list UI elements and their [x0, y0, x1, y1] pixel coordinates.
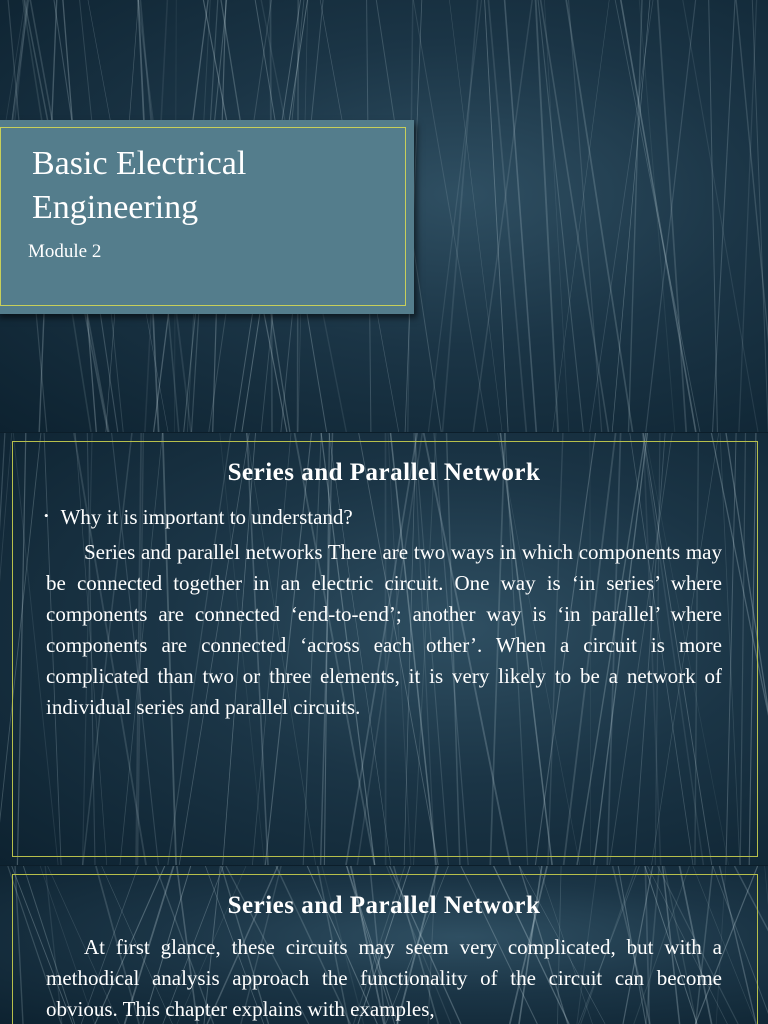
bullet-dot-icon: • — [44, 508, 49, 523]
background-line — [443, 0, 478, 432]
background-line — [752, 0, 768, 432]
background-line — [485, 0, 509, 432]
background-line — [629, 0, 643, 432]
background-line — [473, 0, 532, 432]
background-line — [639, 0, 675, 432]
background-line — [646, 0, 696, 432]
background-line — [658, 0, 687, 432]
bullet-item — [44, 505, 353, 530]
background-line — [569, 0, 602, 432]
background-line — [709, 0, 718, 432]
body-paragraph: Series and parallel networks There are two ways in which components may be connected together in an electric circuit. One way is ‘in series’ where components are connected ‘end-to-end’; another way is ‘in parallel’ where components are connected ‘across each other’. When a circuit is more complicated than two or three elements, it is very likely to be a network of individual series and parallel circuits. — [46, 540, 722, 719]
body-paragraph: At first glance, these circuits may seem very complicated, but with a methodical analysis approach the functionality of the circuit can become obvious. This chapter explains with examples, — [46, 935, 722, 1021]
title-slide — [0, 0, 768, 432]
background-line — [765, 866, 768, 1024]
background-line — [683, 0, 758, 432]
background-line — [536, 0, 558, 432]
content-slide-2 — [0, 866, 768, 1024]
bullet-text: Why it is important to understand? — [60, 505, 353, 529]
background-line — [0, 433, 5, 865]
content-slide-1 — [0, 433, 768, 865]
background-line — [621, 0, 696, 432]
background-line — [428, 0, 481, 432]
background-line — [413, 0, 487, 432]
slide-heading: Series and Parallel Network — [227, 459, 541, 486]
slide-heading: Series and Parallel Network — [227, 892, 541, 919]
background-line — [615, 0, 700, 432]
slide-title: Basic Electrical Engineering — [32, 145, 247, 226]
background-line — [736, 0, 768, 432]
background-line — [541, 0, 609, 432]
slide-subtitle: Module 2 — [28, 241, 102, 262]
background-line — [544, 0, 569, 432]
